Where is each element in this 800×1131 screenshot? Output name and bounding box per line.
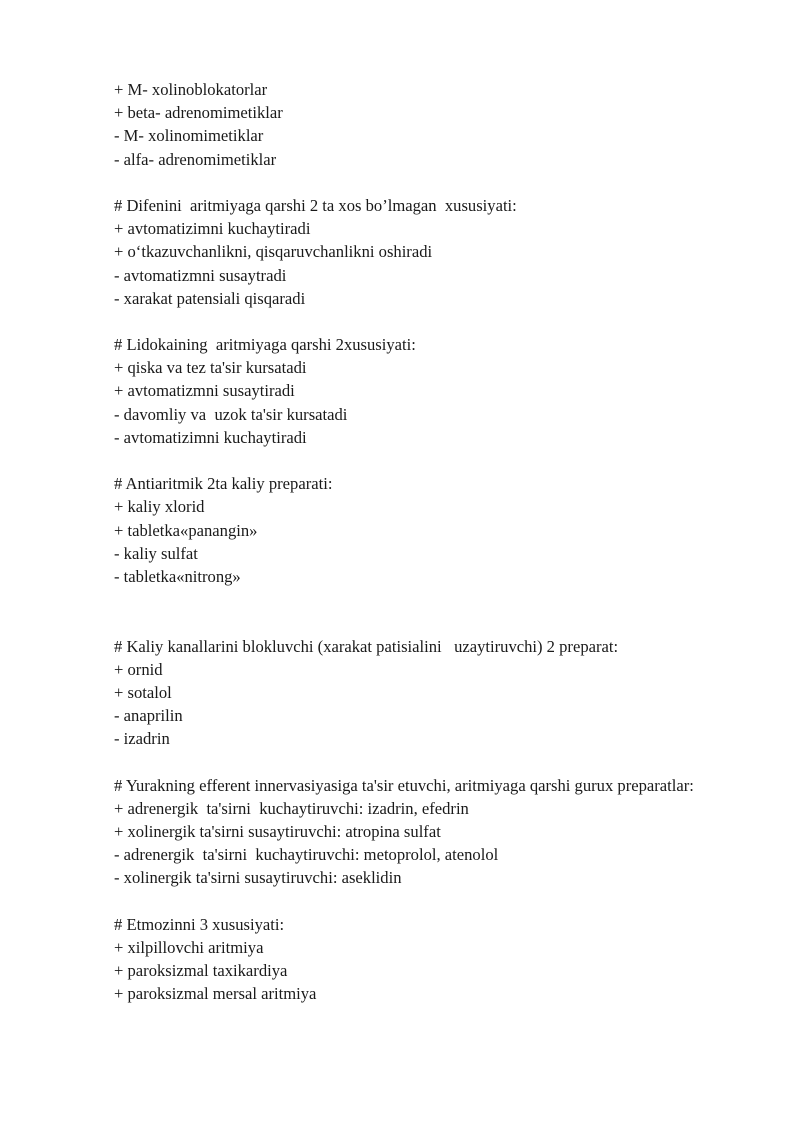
document-page <box>114 78 714 1006</box>
answer-option: + tabletka«panangin» <box>114 520 258 540</box>
spacer <box>114 310 714 333</box>
answer-option: + avtomatizmni susaytiradi <box>114 381 295 401</box>
answer-option: + xilpillovchi aritmiya <box>114 937 264 957</box>
spacer <box>114 611 714 634</box>
answer-option: + paroksizmal taxikardiya <box>114 961 288 981</box>
spacer <box>114 588 714 611</box>
answer-option: - avtomatizimni kuchaytiradi <box>114 427 307 447</box>
answer-option: + adrenergik ta'sirni kuchaytiruvchi: izadrin, efedrin <box>114 798 469 818</box>
answer-option: - xolinergik ta'sirni susaytiruvchi: aseklidin <box>114 868 402 888</box>
answer-option: + M- xolinoblokatorlar <box>114 80 268 99</box>
question-text: # Kaliy kanallarini blokluvchi (xarakat patisialini uzaytiruvchi) 2 preparat: <box>114 636 619 656</box>
spacer <box>114 449 714 472</box>
question-block <box>114 635 714 751</box>
answer-option: - avtomatizmni susaytradi <box>114 265 287 285</box>
answer-option: + avtomatizimni kuchaytiradi <box>114 219 311 239</box>
answer-option: + xolinergik ta'sirni susaytiruvchi: atropina sulfat <box>114 822 441 842</box>
question-text: # Lidokaining aritmiyaga qarshi 2xususiyati: <box>114 335 416 355</box>
answer-option: - alfa- adrenomimetiklar <box>114 149 277 169</box>
question-block <box>114 774 714 890</box>
question-block <box>114 194 714 310</box>
spacer <box>114 890 714 913</box>
question-block <box>114 913 714 1006</box>
answer-option: - izadrin <box>114 729 170 749</box>
answer-option: + o‘tkazuvchanlikni, qisqaruvchanlikni oshiradi <box>114 242 433 262</box>
spacer <box>114 171 714 194</box>
answer-option: - kaliy sulfat <box>114 543 198 563</box>
answer-option: - anaprilin <box>114 706 183 726</box>
answer-option: + sotalol <box>114 682 172 702</box>
answer-option: + qiska va tez ta'sir kursatadi <box>114 358 307 378</box>
answer-option: - xarakat patensiali qisqaradi <box>114 288 306 308</box>
question-block <box>114 78 714 171</box>
question-text: # Yurakning efferent innervasiyasiga ta'sir etuvchi, aritmiyaga qarshi gurux preparatlar: <box>114 775 694 795</box>
answer-option: + beta- adrenomimetiklar <box>114 103 283 123</box>
answer-option: + kaliy xlorid <box>114 497 205 517</box>
question-block <box>114 333 714 449</box>
answer-option: + paroksizmal mersal aritmiya <box>114 984 317 1004</box>
answer-option: - tabletka«nitrong» <box>114 566 241 586</box>
question-text: # Antiaritmik 2ta kaliy preparati: <box>114 474 333 494</box>
answer-option: - davomliy va uzok ta'sir kursatadi <box>114 404 348 424</box>
question-text: # Etmozinni 3 xususiyati: <box>114 914 285 934</box>
answer-option: - adrenergik ta'sirni kuchaytiruvchi: metoprolol, atenolol <box>114 845 499 865</box>
question-text: # Difenini aritmiyaga qarshi 2 ta xos bo’lmagan xususiyati: <box>114 195 517 215</box>
answer-option: - M- xolinomimetiklar <box>114 126 264 146</box>
question-block <box>114 472 714 588</box>
answer-option: + ornid <box>114 659 163 679</box>
spacer <box>114 750 714 773</box>
